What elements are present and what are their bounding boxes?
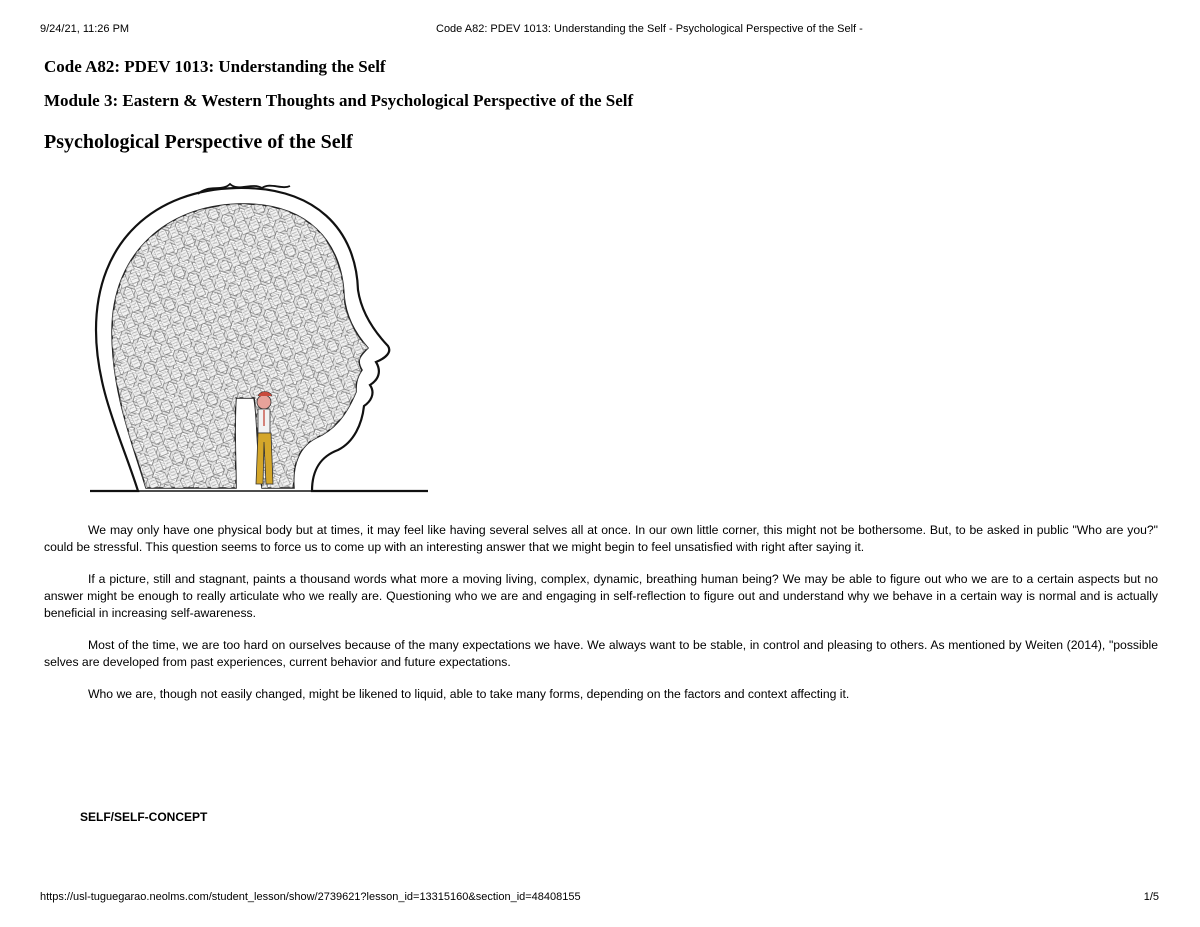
paragraph: Most of the time, we are too hard on ourselves because of the many expectations we have. We always want to be stable, in control and pleasing to others. As mentioned by Weiten (2014), "possible selves are developed from past experiences, current behavior and future expectations. (44, 638, 1158, 669)
course-title: Code A82: PDEV 1013: Understanding the Self (44, 57, 386, 76)
paragraph: Who we are, though not easily changed, might be likened to liquid, able to take many forms, depending on the factors and context affecting it. (88, 687, 850, 701)
print-page-number: 1/5 (1143, 891, 1159, 903)
page-title: Psychological Perspective of the Self (44, 131, 353, 153)
print-doc-title: Code A82: PDEV 1013: Understanding the Self - Psychological Perspective of the Self - (436, 23, 863, 35)
module-title: Module 3: Eastern & Western Thoughts and Psychological Perspective of the Self (44, 91, 634, 110)
paragraph: If a picture, still and stagnant, paints a thousand words what more a moving living, complex, dynamic, breathing human being? We may be able to figure out who we are to a certain aspects but no answer might be enough to really articulate who we really are. Questioning who we are and engaging in self-reflection to figure out and understand why we behave in a certain way is normal and is actually beneficial in increasing self-awareness. (44, 572, 1158, 620)
paragraph: We may only have one physical body but at times, it may feel like having several selves all at once. In our own little corner, this might not be bothersome. But, to be asked in public "Who are you?" could be stressful. This question seems to force us to come up with an interesting answer that we might begin to feel unsatisfied with right after saying it. (44, 523, 1158, 554)
print-footer-url: https://usl-tuguegarao.neolms.com/student_lesson/show/2739621?lesson_id=13315160&section_id=48408155 (40, 891, 581, 903)
lesson-body (44, 522, 1158, 718)
section-heading: SELF/SELF-CONCEPT (80, 810, 208, 824)
head-full-of-papers-illustration (86, 180, 432, 498)
print-datetime: 9/24/21, 11:26 PM (40, 23, 130, 35)
